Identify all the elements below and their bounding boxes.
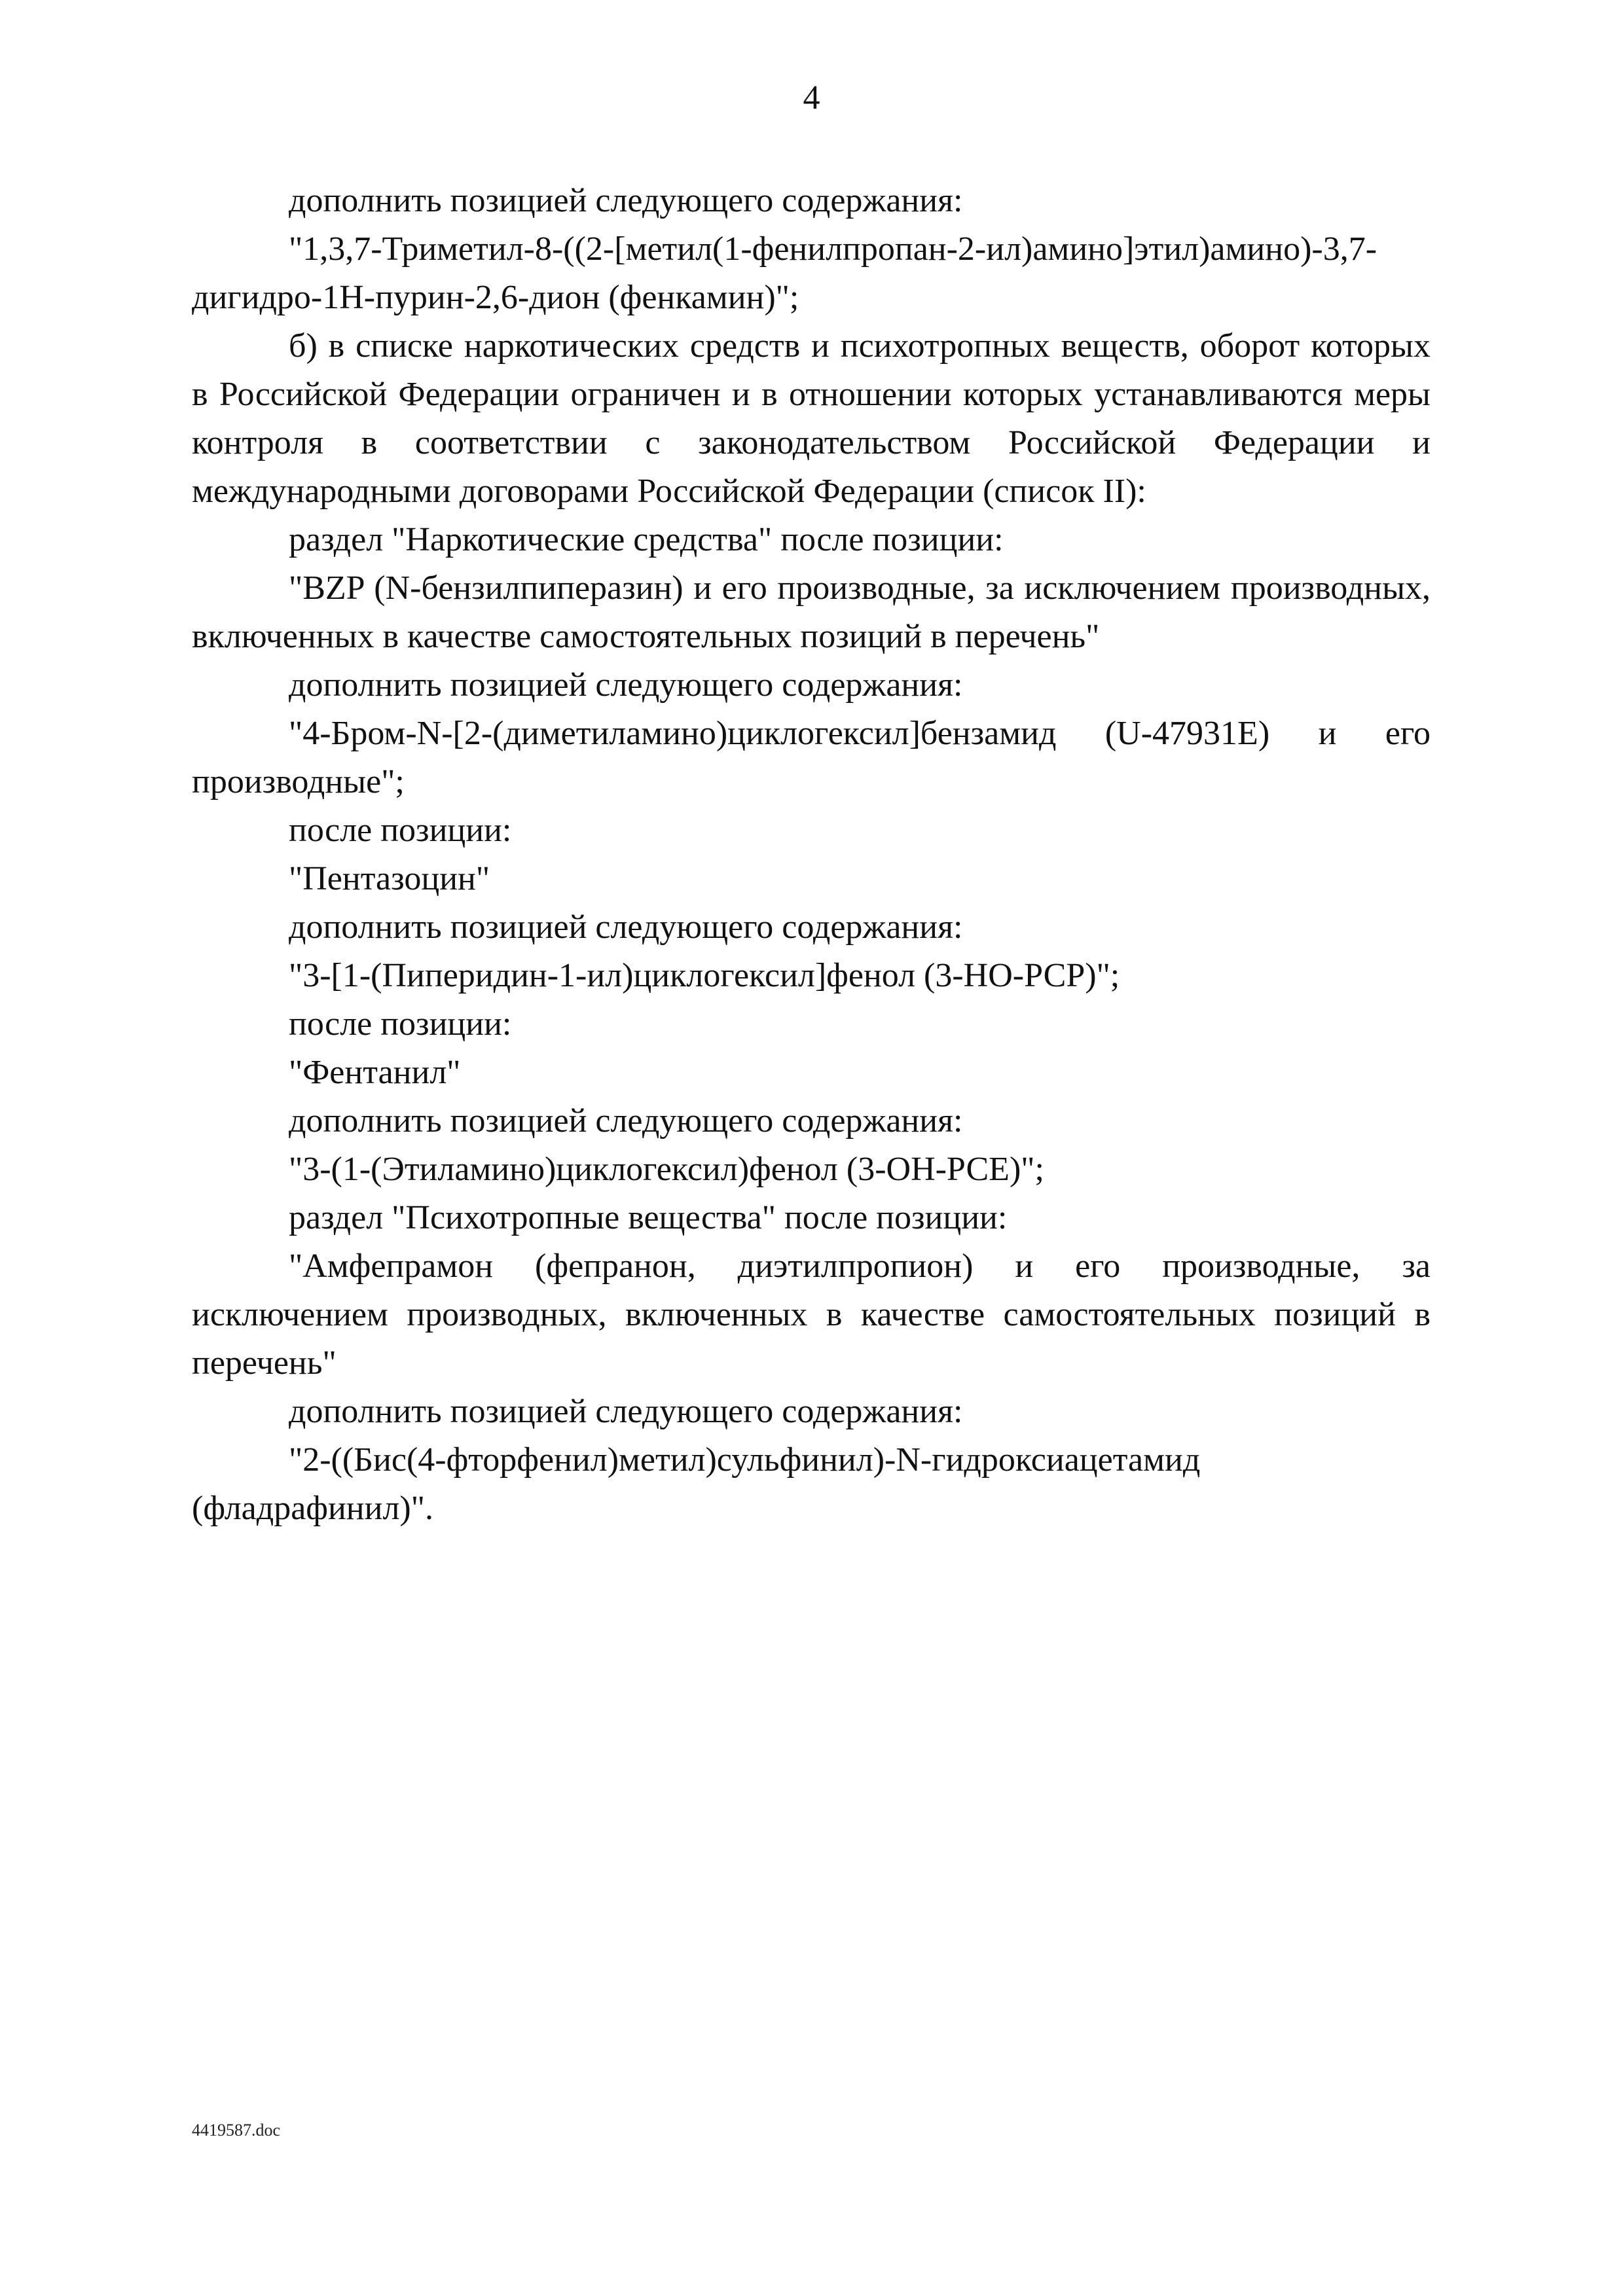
paragraph: "3-(1-(Этиламино)циклогексил)фенол (3-ОН-РСЕ)"; — [289, 1151, 1044, 1188]
document-body — [192, 177, 1431, 1533]
paragraph: "4-Бром-N-[2-(диметиламино)циклогексил]бензамид (U-47931E) и его производные"; — [192, 715, 1431, 800]
paragraph: "1,3,7-Триметил-8-((2-[метил(1-фенилпропан-2-ил)амино]этил)амино)-3,7-дигидро-1Н-пурин-2,6-дион (фенкамин)"; — [192, 230, 1377, 316]
paragraph: раздел "Психотропные вещества" после позиции: — [289, 1199, 1008, 1236]
paragraph: "Пентазоцин" — [289, 860, 490, 897]
paragraph: б) в списке наркотических средств и психотропных веществ, оборот которых в Российской Федерации ограничен и в отношении которых устанавливаются меры контроля в соответствии с законодательством Российской Федерации и международными договорами Российской Федерации (список II): — [192, 327, 1431, 510]
paragraph: дополнить позицией следующего содержания: — [289, 666, 963, 704]
paragraph: после позиции: — [289, 1005, 512, 1043]
paragraph: после позиции: — [289, 812, 512, 849]
paragraph: дополнить позицией следующего содержания: — [289, 908, 963, 946]
paragraph: "BZP (N-бензилпиперазин) и его производные, за исключением производных, включенных в качестве самостоятельных позиций в перечень" — [192, 569, 1431, 655]
paragraph: дополнить позицией следующего содержания: — [289, 182, 963, 219]
paragraph: "Фентанил" — [289, 1054, 461, 1091]
page-number: 4 — [803, 79, 820, 117]
paragraph: "Амфепрамон (фепранон, диэтилпропион) и его производные, за исключением производных, включенных в качестве самостоятельных позиций в перечень" — [192, 1247, 1431, 1382]
paragraph: раздел "Наркотические средства" после позиции: — [289, 521, 1004, 558]
paragraph: дополнить позицией следующего содержания: — [289, 1102, 963, 1139]
paragraph: "2-((Бис(4-фторфенил)метил)сульфинил)-N-гидроксиацетамид (фладрафинил)". — [192, 1441, 1201, 1527]
paragraph: "3-[1-(Пиперидин-1-ил)циклогексил]фенол (3-НО-РСР)"; — [289, 957, 1120, 994]
footer-filename: 4419587.doc — [192, 2121, 281, 2140]
paragraph: дополнить позицией следующего содержания: — [289, 1393, 963, 1430]
